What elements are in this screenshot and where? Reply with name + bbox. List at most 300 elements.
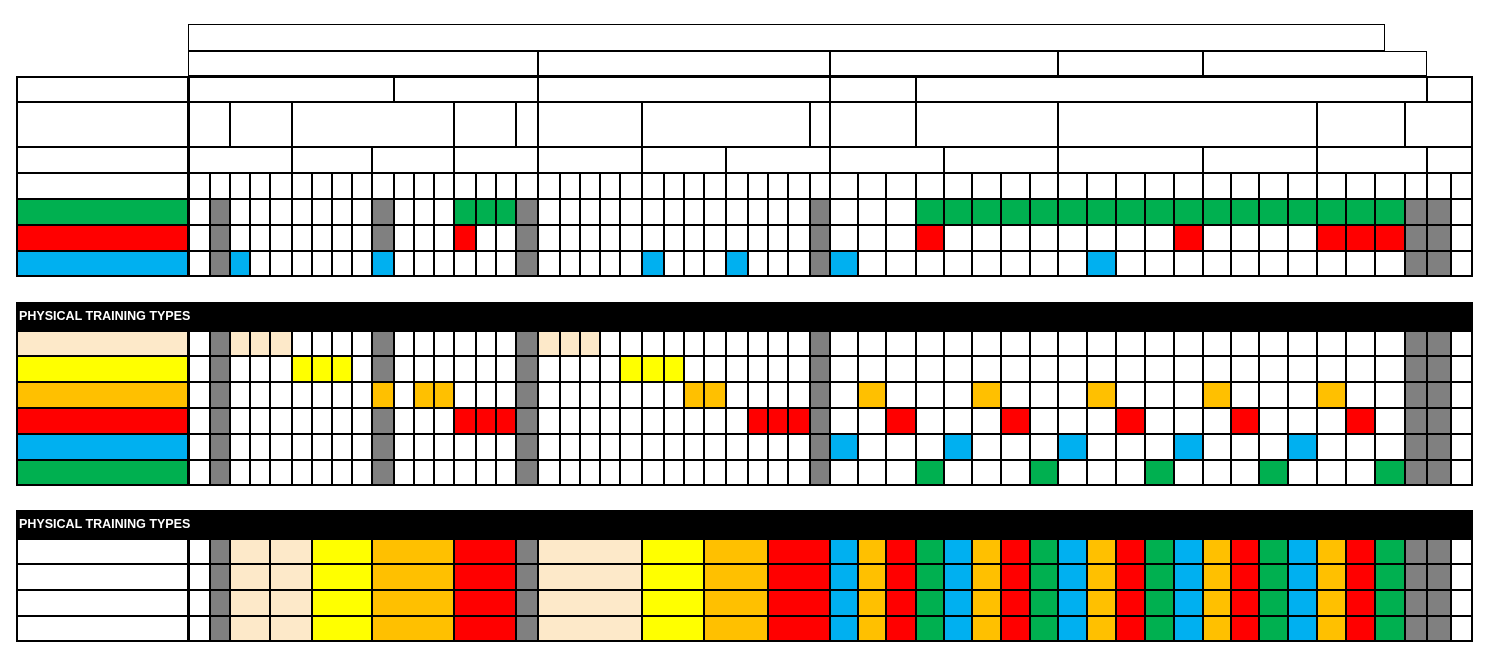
param-value xyxy=(1030,590,1058,616)
training-type-cell xyxy=(434,382,454,408)
training-type-cell xyxy=(944,434,972,460)
week-number xyxy=(1451,173,1473,199)
training-type-cell xyxy=(1375,434,1405,460)
week-number xyxy=(664,173,684,199)
training-type-cell xyxy=(886,330,916,356)
event-cell xyxy=(642,225,664,251)
training-type-cell xyxy=(454,434,476,460)
training-type-cell xyxy=(230,434,250,460)
training-type-cell xyxy=(642,382,664,408)
training-type-cell xyxy=(1174,460,1203,486)
training-type-cell xyxy=(1317,460,1346,486)
event-cell xyxy=(292,225,312,251)
training-type-cell xyxy=(230,460,250,486)
param-value xyxy=(230,590,270,616)
training-type-cell xyxy=(312,356,332,382)
training-type-cell xyxy=(858,356,886,382)
event-cell xyxy=(1405,199,1427,225)
param-value xyxy=(830,590,858,616)
training-type-cell xyxy=(454,356,476,382)
training-type-cell xyxy=(1405,408,1427,434)
training-type-cell xyxy=(188,356,210,382)
param-value xyxy=(1145,564,1174,590)
event-cell xyxy=(1145,225,1174,251)
param-value xyxy=(1001,538,1030,564)
param-value xyxy=(1174,538,1203,564)
training-type-cell xyxy=(830,460,858,486)
training-type-cell xyxy=(1001,434,1030,460)
param-value xyxy=(270,538,312,564)
event-cell xyxy=(394,199,414,225)
training-type-label xyxy=(16,460,188,486)
param-value xyxy=(1001,564,1030,590)
event-cell xyxy=(1427,199,1451,225)
training-type-cell xyxy=(1427,434,1451,460)
training-type-cell xyxy=(1116,330,1145,356)
event-cell xyxy=(1259,251,1288,277)
training-type-cell xyxy=(496,408,516,434)
training-type-cell xyxy=(972,356,1001,382)
section-header: PHYSICAL TRAINING TYPES xyxy=(19,517,191,531)
param-value xyxy=(1058,590,1087,616)
training-type-cell xyxy=(352,382,372,408)
event-cell xyxy=(516,251,538,277)
training-type-cell xyxy=(476,460,496,486)
training-type-cell xyxy=(972,382,1001,408)
event-cell xyxy=(414,251,434,277)
section-header-band xyxy=(16,302,1473,330)
training-type-cell xyxy=(600,382,620,408)
training-type-cell xyxy=(944,382,972,408)
param-value xyxy=(372,538,454,564)
training-type-cell xyxy=(748,356,768,382)
week-number xyxy=(916,173,944,199)
week-number xyxy=(496,173,516,199)
training-type-cell xyxy=(642,330,664,356)
training-type-cell xyxy=(944,408,972,434)
training-type-cell xyxy=(1030,382,1058,408)
event-cell xyxy=(210,225,230,251)
param-value xyxy=(1203,590,1231,616)
training-type-cell xyxy=(684,356,704,382)
training-type-cell xyxy=(1346,356,1375,382)
week-number xyxy=(1317,173,1346,199)
training-type-cell xyxy=(1317,408,1346,434)
training-type-cell xyxy=(830,408,858,434)
training-type-cell xyxy=(1346,460,1375,486)
param-value xyxy=(972,616,1001,642)
training-type-cell xyxy=(434,434,454,460)
event-cell xyxy=(188,199,210,225)
training-type-cell xyxy=(1058,330,1087,356)
training-type-cell xyxy=(230,330,250,356)
event-cell xyxy=(230,251,250,277)
training-type-cell xyxy=(1317,434,1346,460)
training-type-cell xyxy=(830,356,858,382)
training-type-cell xyxy=(1317,356,1346,382)
event-cell xyxy=(1174,199,1203,225)
training-type-cell xyxy=(1259,408,1288,434)
month-label xyxy=(16,147,188,173)
training-type-cell xyxy=(830,330,858,356)
event-cell xyxy=(230,225,250,251)
param-value xyxy=(1231,564,1259,590)
event-cell xyxy=(332,225,352,251)
event-cell xyxy=(372,225,394,251)
training-type-cell xyxy=(1203,460,1231,486)
event-cell xyxy=(830,225,858,251)
event-cell xyxy=(250,225,270,251)
event-cell xyxy=(1058,251,1087,277)
training-type-cell xyxy=(916,356,944,382)
param-value xyxy=(830,616,858,642)
phase-header xyxy=(188,102,230,147)
event-cell xyxy=(830,199,858,225)
week-number xyxy=(858,173,886,199)
training-type-cell xyxy=(916,434,944,460)
training-type-cell xyxy=(414,408,434,434)
training-type-cell xyxy=(188,382,210,408)
week-number xyxy=(1375,173,1405,199)
event-cell xyxy=(1317,251,1346,277)
week-number xyxy=(1116,173,1145,199)
param-value xyxy=(454,590,516,616)
event-cell xyxy=(972,225,1001,251)
training-type-cell xyxy=(332,434,352,460)
training-type-cell xyxy=(1145,408,1174,434)
event-cell xyxy=(332,199,352,225)
param-value xyxy=(1087,616,1116,642)
param-value xyxy=(972,564,1001,590)
training-type-cell xyxy=(580,356,600,382)
event-cell xyxy=(1231,251,1259,277)
event-cell xyxy=(858,225,886,251)
training-type-cell xyxy=(600,434,620,460)
param-value xyxy=(1346,616,1375,642)
param-value xyxy=(1259,590,1288,616)
phase-header xyxy=(230,102,292,147)
training-type-cell xyxy=(1288,382,1317,408)
event-cell xyxy=(434,199,454,225)
param-value xyxy=(1346,564,1375,590)
training-type-cell xyxy=(292,330,312,356)
param-value xyxy=(858,564,886,590)
param-value xyxy=(916,564,944,590)
season-header xyxy=(1427,76,1473,102)
training-type-cell xyxy=(620,330,642,356)
training-type-cell xyxy=(1375,460,1405,486)
event-cell xyxy=(250,251,270,277)
training-type-cell xyxy=(748,460,768,486)
week-number xyxy=(188,173,210,199)
training-type-cell xyxy=(1087,434,1116,460)
training-type-cell xyxy=(1174,330,1203,356)
param-cell xyxy=(516,564,538,590)
event-cell xyxy=(748,199,768,225)
training-type-cell xyxy=(332,460,352,486)
training-type-cell xyxy=(726,356,748,382)
training-type-cell xyxy=(1405,434,1427,460)
event-cell xyxy=(726,199,748,225)
param-value xyxy=(230,564,270,590)
training-type-cell xyxy=(620,356,642,382)
training-type-cell xyxy=(188,434,210,460)
event-cell xyxy=(642,251,664,277)
param-value xyxy=(642,590,704,616)
training-type-cell xyxy=(1259,460,1288,486)
event-cell xyxy=(704,225,726,251)
training-type-cell xyxy=(1058,356,1087,382)
week-number xyxy=(886,173,916,199)
event-cell xyxy=(1030,225,1058,251)
param-value xyxy=(1375,590,1405,616)
param-value xyxy=(916,590,944,616)
week-number xyxy=(1174,173,1203,199)
event-cell xyxy=(496,199,516,225)
training-type-cell xyxy=(1427,408,1451,434)
event-cell xyxy=(810,225,830,251)
training-type-cell xyxy=(312,330,332,356)
mesocycle-header xyxy=(538,51,830,76)
training-type-cell xyxy=(1231,408,1259,434)
param-cell xyxy=(210,538,230,564)
training-type-cell xyxy=(312,408,332,434)
training-type-cell xyxy=(250,460,270,486)
training-type-cell xyxy=(1203,434,1231,460)
param-value xyxy=(858,616,886,642)
training-type-cell xyxy=(1259,356,1288,382)
week-number xyxy=(312,173,332,199)
event-cell xyxy=(1375,225,1405,251)
param-value xyxy=(1259,538,1288,564)
week-number xyxy=(250,173,270,199)
event-cell xyxy=(394,251,414,277)
training-type-cell xyxy=(1405,356,1427,382)
event-cell xyxy=(434,225,454,251)
param-value xyxy=(1288,564,1317,590)
event-cell xyxy=(454,225,476,251)
event-cell xyxy=(1116,251,1145,277)
param-cell xyxy=(1451,616,1473,642)
month-header xyxy=(1058,147,1203,173)
training-type-cell xyxy=(516,330,538,356)
event-cell xyxy=(1405,251,1427,277)
training-type-cell xyxy=(292,382,312,408)
event-cell xyxy=(1288,199,1317,225)
training-type-cell xyxy=(1203,356,1231,382)
event-cell xyxy=(1087,225,1116,251)
training-type-cell xyxy=(1030,408,1058,434)
param-cell xyxy=(1451,538,1473,564)
training-type-cell xyxy=(1375,330,1405,356)
event-cell xyxy=(1317,225,1346,251)
event-cell xyxy=(886,199,916,225)
training-type-cell xyxy=(516,382,538,408)
training-type-cell xyxy=(704,434,726,460)
training-type-cell xyxy=(972,330,1001,356)
training-type-cell xyxy=(768,408,788,434)
training-type-cell xyxy=(1174,434,1203,460)
training-type-cell xyxy=(748,382,768,408)
event-cell xyxy=(210,199,230,225)
training-type-cell xyxy=(1001,382,1030,408)
event-cell xyxy=(1116,199,1145,225)
month-header xyxy=(372,147,454,173)
week-number xyxy=(1231,173,1259,199)
week-number xyxy=(516,173,538,199)
week-number xyxy=(642,173,664,199)
training-type-cell xyxy=(1145,330,1174,356)
param-cell xyxy=(188,564,210,590)
phase-header xyxy=(1317,102,1405,147)
param-value xyxy=(1145,616,1174,642)
param-value xyxy=(1259,616,1288,642)
month-header xyxy=(1203,147,1317,173)
week-number xyxy=(210,173,230,199)
event-cell xyxy=(664,225,684,251)
training-type-cell xyxy=(210,356,230,382)
training-type-cell xyxy=(332,408,352,434)
week-number xyxy=(1087,173,1116,199)
training-type-cell xyxy=(560,434,580,460)
training-type-cell xyxy=(1058,408,1087,434)
training-type-cell xyxy=(496,382,516,408)
event-cell xyxy=(600,225,620,251)
phase-header xyxy=(830,102,916,147)
param-cell xyxy=(1427,538,1451,564)
training-type-cell xyxy=(210,382,230,408)
event-cell xyxy=(496,225,516,251)
training-type-cell xyxy=(250,356,270,382)
week-label xyxy=(16,173,188,199)
training-type-label xyxy=(16,408,188,434)
training-type-cell xyxy=(768,330,788,356)
param-value xyxy=(642,564,704,590)
training-type-cell xyxy=(1375,356,1405,382)
training-type-cell xyxy=(642,460,664,486)
training-type-cell xyxy=(1001,330,1030,356)
param-value xyxy=(768,590,830,616)
training-type-cell xyxy=(454,460,476,486)
param-value xyxy=(538,538,642,564)
event-cell xyxy=(454,199,476,225)
event-cell xyxy=(810,199,830,225)
param-value xyxy=(538,564,642,590)
event-cell xyxy=(434,251,454,277)
training-type-cell xyxy=(748,434,768,460)
training-type-cell xyxy=(1346,382,1375,408)
training-type-cell xyxy=(580,434,600,460)
training-type-cell xyxy=(270,408,292,434)
param-value xyxy=(1087,538,1116,564)
event-cell xyxy=(1231,199,1259,225)
param-value xyxy=(642,616,704,642)
event-cell xyxy=(972,251,1001,277)
training-type-label xyxy=(16,434,188,460)
event-cell xyxy=(372,199,394,225)
week-number xyxy=(1288,173,1317,199)
event-cell xyxy=(188,225,210,251)
phase-header xyxy=(1058,102,1317,147)
training-type-cell xyxy=(1375,382,1405,408)
training-type-cell xyxy=(1231,382,1259,408)
param-value xyxy=(1231,538,1259,564)
training-type-cell xyxy=(1203,330,1231,356)
event-cell xyxy=(414,199,434,225)
training-type-cell xyxy=(188,330,210,356)
training-type-cell xyxy=(270,434,292,460)
event-cell xyxy=(1346,251,1375,277)
training-type-cell xyxy=(372,434,394,460)
param-value xyxy=(538,590,642,616)
training-type-cell xyxy=(352,434,372,460)
week-number xyxy=(372,173,394,199)
param-value xyxy=(312,538,372,564)
param-value xyxy=(1001,616,1030,642)
param-value xyxy=(1317,616,1346,642)
training-type-cell xyxy=(684,434,704,460)
event-cell xyxy=(916,251,944,277)
param-value xyxy=(1231,616,1259,642)
training-type-cell xyxy=(414,356,434,382)
event-cell xyxy=(944,199,972,225)
param-cell xyxy=(516,590,538,616)
month-header xyxy=(1317,147,1427,173)
training-type-cell xyxy=(434,330,454,356)
week-number xyxy=(748,173,768,199)
training-type-cell xyxy=(250,408,270,434)
training-type-cell xyxy=(916,408,944,434)
param-value xyxy=(1317,590,1346,616)
param-value xyxy=(944,590,972,616)
event-cell xyxy=(1174,251,1203,277)
section-header-band xyxy=(16,510,1473,538)
training-type-cell xyxy=(684,382,704,408)
training-type-cell xyxy=(1451,434,1473,460)
training-type-cell xyxy=(768,460,788,486)
week-number xyxy=(972,173,1001,199)
event-cell xyxy=(230,199,250,225)
training-type-cell xyxy=(394,382,414,408)
training-type-cell xyxy=(830,434,858,460)
week-number xyxy=(1405,173,1427,199)
training-type-cell xyxy=(810,460,830,486)
event-cell xyxy=(768,225,788,251)
event-cell xyxy=(1001,251,1030,277)
param-value xyxy=(454,538,516,564)
training-type-cell xyxy=(210,408,230,434)
event-cell xyxy=(1001,225,1030,251)
week-number xyxy=(726,173,748,199)
event-cell xyxy=(726,225,748,251)
training-type-cell xyxy=(312,382,332,408)
param-value xyxy=(972,538,1001,564)
training-type-cell xyxy=(916,330,944,356)
param-value xyxy=(270,616,312,642)
training-type-cell xyxy=(886,382,916,408)
training-type-cell xyxy=(476,330,496,356)
week-number xyxy=(476,173,496,199)
training-type-cell xyxy=(1145,356,1174,382)
param-cell xyxy=(210,590,230,616)
param-value xyxy=(1174,590,1203,616)
week-number xyxy=(1427,173,1451,199)
param-value xyxy=(1058,564,1087,590)
event-cell xyxy=(454,251,476,277)
param-value xyxy=(768,538,830,564)
param-value xyxy=(1087,564,1116,590)
training-type-cell xyxy=(944,330,972,356)
